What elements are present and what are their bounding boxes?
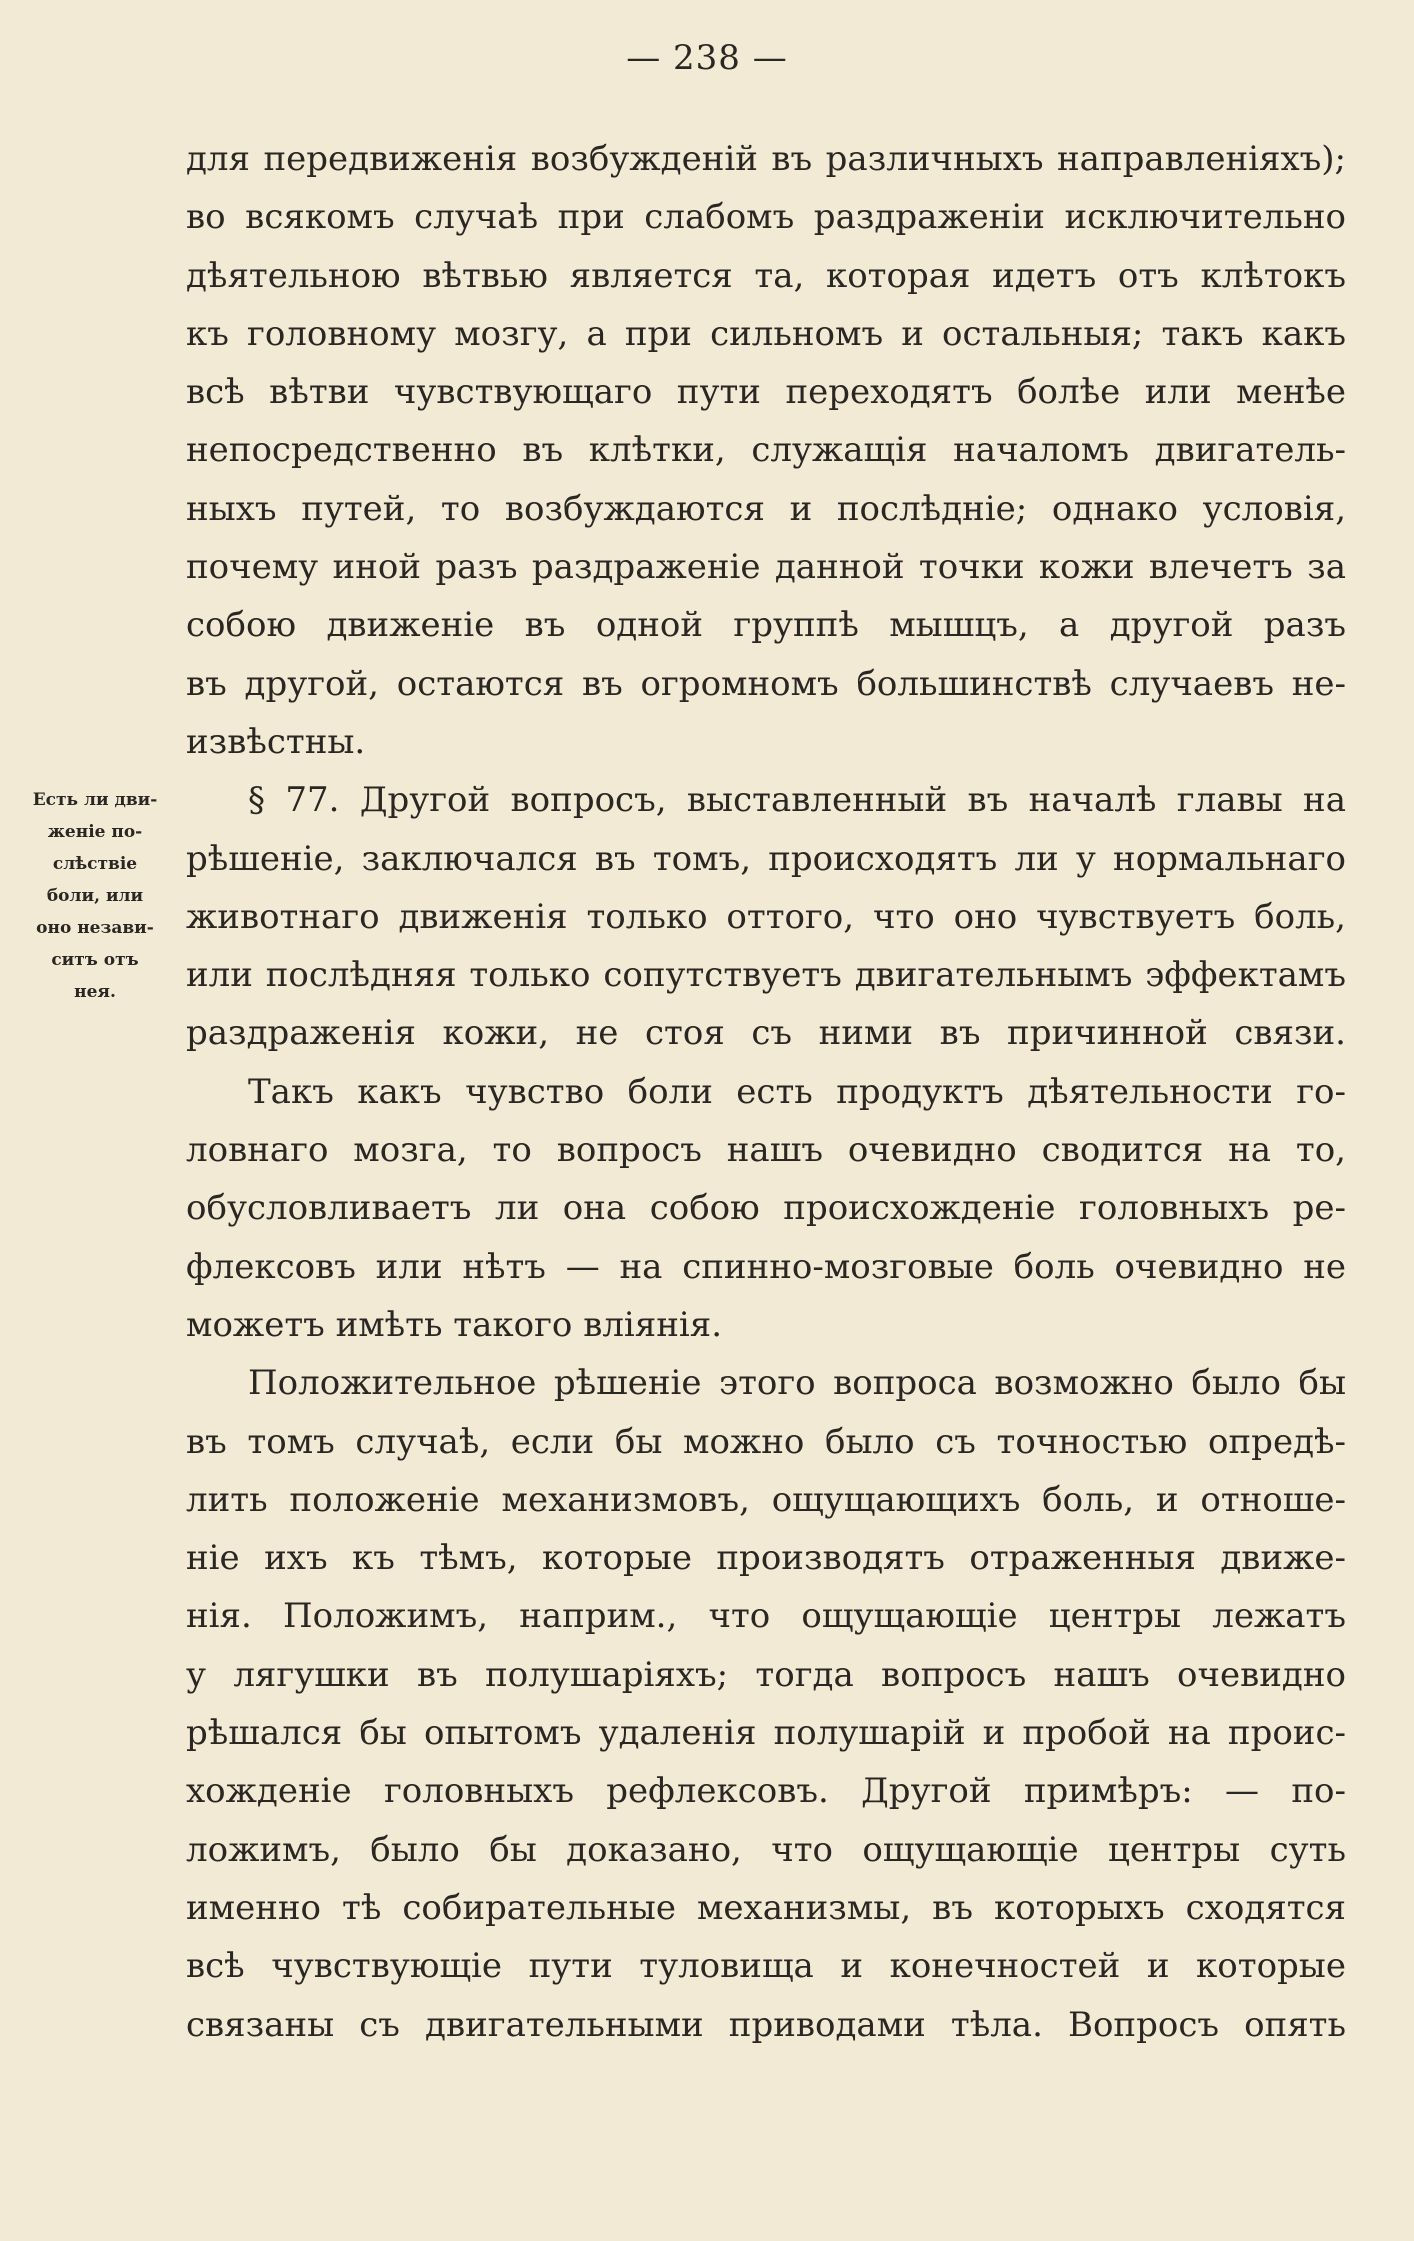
text-line: обусловливаетъ ли она собою происхожденіе головныхъ ре- (186, 1188, 1346, 1229)
text-line: непосредственно въ клѣтки, служащія началомъ двигатель- (186, 430, 1346, 471)
text-line: дѣятельною вѣтвью является та, которая идетъ отъ клѣтокъ (186, 255, 1346, 296)
text-line: извѣстны. (186, 721, 366, 762)
text-line: ныхъ путей, то возбуждаются и послѣдніе; однако условія, (186, 488, 1346, 529)
text-line: ловнаго мозга, то вопросъ нашъ очевидно сводится на то, (186, 1130, 1346, 1171)
text-line: Такъ какъ чувство боли есть продуктъ дѣятельности го- (248, 1071, 1346, 1112)
text-line: во всякомъ случаѣ при слабомъ раздраженіи исключительно (186, 197, 1346, 238)
text-line: въ томъ случаѣ, если бы можно было съ точностью опредѣ- (186, 1421, 1346, 1462)
text-line: къ головному мозгу, а при сильномъ и остальныя; такъ какъ (186, 313, 1346, 354)
text-line: § 77. Другой вопросъ, выставленный въ началѣ главы на (248, 780, 1346, 821)
text-line: хожденіе головныхъ рефлексовъ. Другой примѣръ: — по- (186, 1771, 1346, 1812)
text-line: ніе ихъ къ тѣмъ, которые производятъ отраженныя движе- (186, 1538, 1346, 1579)
text-line: рѣшеніе, заключался въ томъ, происходятъ ли у нормальнаго (186, 838, 1346, 879)
text-line: у лягушки въ полушаріяхъ; тогда вопросъ нашъ очевидно (186, 1654, 1346, 1695)
text-line: почему иной разъ раздраженіе данной точки кожи влечетъ за (186, 547, 1346, 588)
text-line: Положительное рѣшеніе этого вопроса возможно было бы (248, 1363, 1346, 1404)
page-number: — 238 — (626, 38, 788, 78)
margin-note-line: ситъ отъ (51, 950, 139, 970)
text-line: для передвиженія возбужденій въ различныхъ направленіяхъ); (186, 139, 1346, 179)
text-line: въ другой, остаются въ огромномъ большинствѣ случаевъ не- (186, 663, 1346, 704)
text-line: можетъ имѣть такого вліянія. (186, 1304, 723, 1345)
margin-note-line: женіе по- (47, 822, 143, 842)
margin-note-line: оно незави- (36, 918, 154, 938)
text-line: всѣ чувствующіе пути туловища и конечностей и которые (186, 1946, 1346, 1987)
text-line: флексовъ или нѣтъ — на спинно-мозговые боль очевидно не (186, 1246, 1346, 1287)
main-text (186, 130, 1346, 2054)
text-line: ложимъ, было бы доказано, что ощущающіе центры суть (186, 1829, 1346, 1870)
text-line: или послѣдняя только сопутствуетъ двигательнымъ эффектамъ (186, 955, 1346, 996)
text-line: связаны съ двигательными приводами тѣла. Вопросъ опять (186, 2004, 1346, 2045)
text-line: животнаго движенія только оттого, что оно чувствуетъ боль, (186, 896, 1346, 937)
margin-note-line: боли, или (46, 886, 144, 906)
text-line: собою движеніе въ одной группѣ мышцъ, а другой разъ (186, 605, 1346, 646)
text-line: раздраженія кожи, не стоя съ ними въ причинной связи. (186, 1013, 1346, 1054)
margin-note-line: слѣствіе (52, 854, 138, 874)
margin-note-line: нея. (74, 982, 116, 1002)
text-line: нія. Положимъ, наприм., что ощущающіе центры лежатъ (186, 1596, 1346, 1637)
text-line: рѣшался бы опытомъ удаленія полушарій и пробой на проис- (186, 1713, 1346, 1754)
text-line: лить положеніе механизмовъ, ощущающихъ боль, и отноше- (186, 1479, 1346, 1520)
margin-note (20, 784, 170, 1008)
text-line: именно тѣ собирательные механизмы, въ которыхъ сходятся (186, 1887, 1346, 1928)
margin-note-line: Есть ли дви- (32, 790, 158, 810)
text-line: всѣ вѣтви чувствующаго пути переходятъ болѣе или менѣе (186, 372, 1346, 413)
